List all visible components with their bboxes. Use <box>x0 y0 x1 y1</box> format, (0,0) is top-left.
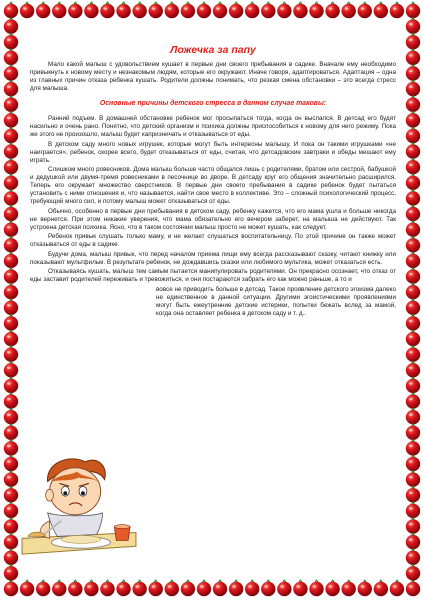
tomato-border-bead <box>4 582 18 596</box>
tomato-border-bead <box>406 66 420 80</box>
tomato-border-bead <box>165 582 179 596</box>
tomato-border-bead <box>325 582 339 596</box>
paragraph-manipulation: Отказываясь кушать, малыш тем самым пытается манипулировать родителями. Он прекрасно осознает, что отказ от еды заставит родителей переживать и тревожиться, и они постараются забрать его как можно раньше, а то и <box>30 268 396 284</box>
tomato-border-bead <box>406 98 420 112</box>
tomato-border-bead <box>390 4 404 18</box>
tomato-border-bead <box>4 113 18 127</box>
tomato-border-bead <box>116 582 130 596</box>
tomato-border-bead <box>4 488 18 502</box>
tomato-border-bead <box>309 4 323 18</box>
tomato-border-bead <box>277 582 291 596</box>
tomato-border-bead <box>52 4 66 18</box>
tomato-border-bead <box>341 4 355 18</box>
tomato-border-bead <box>406 426 420 440</box>
tomato-border-bead <box>4 160 18 174</box>
tomato-border-bead <box>325 4 339 18</box>
tomato-border-bead <box>4 144 18 158</box>
tomato-border-bead <box>406 379 420 393</box>
tomato-border-bead <box>229 582 243 596</box>
tomato-border-bead <box>213 582 227 596</box>
tomato-border-bead <box>68 582 82 596</box>
paragraph-new-toys: В детском саду много новых игрушек, которые могут быть интересны малышу. И пока он такими игрушками «не наиграется», ребенок, скорее всего, будет отказываться от еды, считая, что детсадовские завтраки и обеды мешают ему играть. <box>30 140 396 164</box>
tomato-border-bead <box>197 4 211 18</box>
tomato-border-bead <box>406 535 420 549</box>
tomato-border-bead <box>406 35 420 49</box>
tomato-border-bead <box>406 160 420 174</box>
paragraph-listen-mother: Ребенок привык слушать только маму, и не желает слушаться воспитательницу. По этой причине он также может отказываться от еды в садике. <box>30 233 396 249</box>
tomato-border-bead <box>245 582 259 596</box>
tomato-border-bead <box>4 238 18 252</box>
tomato-border-bead <box>245 4 259 18</box>
tomato-border-bead <box>406 316 420 330</box>
tomato-border-bead <box>406 191 420 205</box>
tomato-border-bead <box>20 582 34 596</box>
tomato-border-bead <box>406 347 420 361</box>
tomato-border-bead <box>293 4 307 18</box>
tomato-border-bead <box>4 254 18 268</box>
tomato-border-bead <box>406 238 420 252</box>
section-subtitle: Основные причины детского стресса в данном случае таковы: <box>99 100 327 108</box>
tomato-border-bead <box>181 582 195 596</box>
tomato-border-bead <box>4 519 18 533</box>
tomato-border-bead <box>4 363 18 377</box>
tomato-border-bead <box>406 223 420 237</box>
tomato-border-bead <box>4 347 18 361</box>
tomato-border-bead <box>374 582 388 596</box>
tomato-border-bead <box>4 223 18 237</box>
tomato-border-bead <box>406 269 420 283</box>
tomato-border-bead <box>4 35 18 49</box>
tomato-border-bead <box>4 472 18 486</box>
tomato-border-bead <box>4 379 18 393</box>
tomato-border-bead <box>4 301 18 315</box>
tomato-border-bead <box>374 4 388 18</box>
tomato-border-bead <box>4 426 18 440</box>
child-eating-illustration <box>20 452 138 560</box>
page-title: Ложечка за папу <box>170 44 256 56</box>
tomato-border-bead <box>84 4 98 18</box>
tomato-border-bead <box>229 4 243 18</box>
paragraph-fairy-tale: Будучи дома, малыш привык, что перед началом приема пищи ему всегда рассказывают сказку, читают книжку или показывают мультфильм. В результате ребенок, не дождавшись сказки или любимого мультика, может отказаться есть. <box>30 250 396 266</box>
tomato-border-bead <box>309 582 323 596</box>
tomato-border-bead <box>132 582 146 596</box>
tomato-border-bead <box>406 410 420 424</box>
tomato-border-bead <box>406 285 420 299</box>
tomato-border-bead <box>52 582 66 596</box>
tomato-border-bead <box>4 207 18 221</box>
tomato-border-bead <box>4 269 18 283</box>
tomato-border-bead <box>4 191 18 205</box>
tomato-border-bead <box>406 441 420 455</box>
tomato-border-bead <box>406 176 420 190</box>
tomato-border-bead <box>261 4 275 18</box>
tomato-border-bead <box>406 301 420 315</box>
tomato-border-bead <box>406 332 420 346</box>
tomato-border-bead <box>100 582 114 596</box>
tomato-border-bead <box>406 82 420 96</box>
paragraph-early-wakeup: Ранний подъем. В домашней обстановке ребенок мог просыпаться тогда, когда он выспался. В детсад его будят насильно и очень рано. Понятно, что детский организм и психика должны приспособиться к новому для него режиму. Пока же этого не произошло, малыш будет капризничать и отказываться от еды. <box>30 115 396 139</box>
tomato-border-bead <box>406 551 420 565</box>
tomato-border-bead <box>36 582 50 596</box>
tomato-border-bead <box>406 504 420 518</box>
tomato-border-bead <box>4 332 18 346</box>
tomato-border-bead <box>406 363 420 377</box>
tomato-border-bead <box>4 129 18 143</box>
tomato-border-bead <box>406 144 420 158</box>
tomato-border-bead <box>4 19 18 33</box>
tomato-border-bead <box>20 4 34 18</box>
paragraph-egoism: вовсе не приводить больше в детсад. Такое проявление детского эгоизма далеко не единственное в данной ситуации. Другими эгоистическими проявлениями могут быть ежеутренние детские истерики, попытки бежать вслед за мамой, когда она оставляет ребенка в детском саду и т. д.. <box>156 285 396 317</box>
tomato-border-bead <box>390 582 404 596</box>
tomato-border-bead <box>406 472 420 486</box>
tomato-border-bead <box>406 457 420 471</box>
tomato-border-bead <box>4 551 18 565</box>
tomato-border-bead <box>4 566 18 580</box>
tomato-border-bead <box>406 4 420 18</box>
tomato-border-bead <box>165 4 179 18</box>
tomato-border-bead <box>406 207 420 221</box>
tomato-border-bead <box>4 535 18 549</box>
tomato-border-bead <box>4 316 18 330</box>
tomato-border-bead <box>197 582 211 596</box>
tomato-border-bead <box>406 254 420 268</box>
tomato-border-bead <box>149 582 163 596</box>
tomato-border-bead <box>406 582 420 596</box>
tomato-border-bead <box>4 504 18 518</box>
tomato-border-bead <box>358 582 372 596</box>
tomato-border-bead <box>213 4 227 18</box>
tomato-border-bead <box>277 4 291 18</box>
tomato-border-bead <box>406 566 420 580</box>
tomato-border-bead <box>4 176 18 190</box>
tomato-border-bead <box>406 113 420 127</box>
tomato-border-bead <box>149 4 163 18</box>
tomato-border-bead <box>406 129 420 143</box>
tomato-border-bead <box>4 285 18 299</box>
tomato-border-bead <box>358 4 372 18</box>
tomato-border-bead <box>4 457 18 471</box>
tomato-border-bead <box>261 582 275 596</box>
tomato-border-bead <box>181 4 195 18</box>
tomato-border-bead <box>100 4 114 18</box>
tomato-border-bead <box>132 4 146 18</box>
tomato-border-bead <box>406 519 420 533</box>
tomato-border-bead <box>4 51 18 65</box>
tomato-border-bead <box>116 4 130 18</box>
tomato-border-bead <box>4 66 18 80</box>
tomato-border-bead <box>406 488 420 502</box>
tomato-border-bead <box>4 441 18 455</box>
tomato-border-bead <box>4 98 18 112</box>
tomato-border-bead <box>406 51 420 65</box>
paragraph-many-peers: Слишком много ровесников. Дома малыш больше часто общался лишь с родителями, братом или сестрой, бабушкой и дедушкой или двумя-тремя ровесниками в песочнице во дворе. В детсаду круг его общения значительно расширился. Теперь его окружает множество сверстников. В первые дни своего пребывания в садике ребенок будет пытаться установить с ними отношения и, что называется, найти свое место в коллективе. Это – сложный психологический процесс, требующий много сил, и потому малыш может отказываться от еды. <box>30 166 396 206</box>
tomato-border-bead <box>406 394 420 408</box>
tomato-border-bead <box>68 4 82 18</box>
intro-paragraph: Мало какой малыш с удовольствием кушает в первые дни своего пребывания в садике. Вначале ему необходимо привыкнуть к новому месту и незнакомым людям, которые его окружают. Иначе говоря, адаптироваться. Адаптация – одна из главных причин отказа ребенка кушать. Родители должны понимать, что резкая смена обстановки – это всегда стресс для малыша. <box>30 61 396 93</box>
tomato-border-bead <box>36 4 50 18</box>
tomato-border-bead <box>293 582 307 596</box>
tomato-border-bead <box>4 410 18 424</box>
tomato-border-bead <box>84 582 98 596</box>
tomato-border-bead <box>341 582 355 596</box>
paragraph-mother-left: Обычно, особенно в первые дни пребывания в детском саду, ребенку кажется, что его мама ушла и больше никогда не вернется. При этом никакие уверения, что мама обязательно его вечером заберет, на малыша не действуют. Так устроена детская психика. Ясно, что в таком состоянии малыш просто не может кушать, как следует. <box>30 207 396 231</box>
tomato-border-bead <box>4 394 18 408</box>
tomato-border-bead <box>4 82 18 96</box>
tomato-border-bead <box>4 4 18 18</box>
tomato-border-bead <box>406 19 420 33</box>
